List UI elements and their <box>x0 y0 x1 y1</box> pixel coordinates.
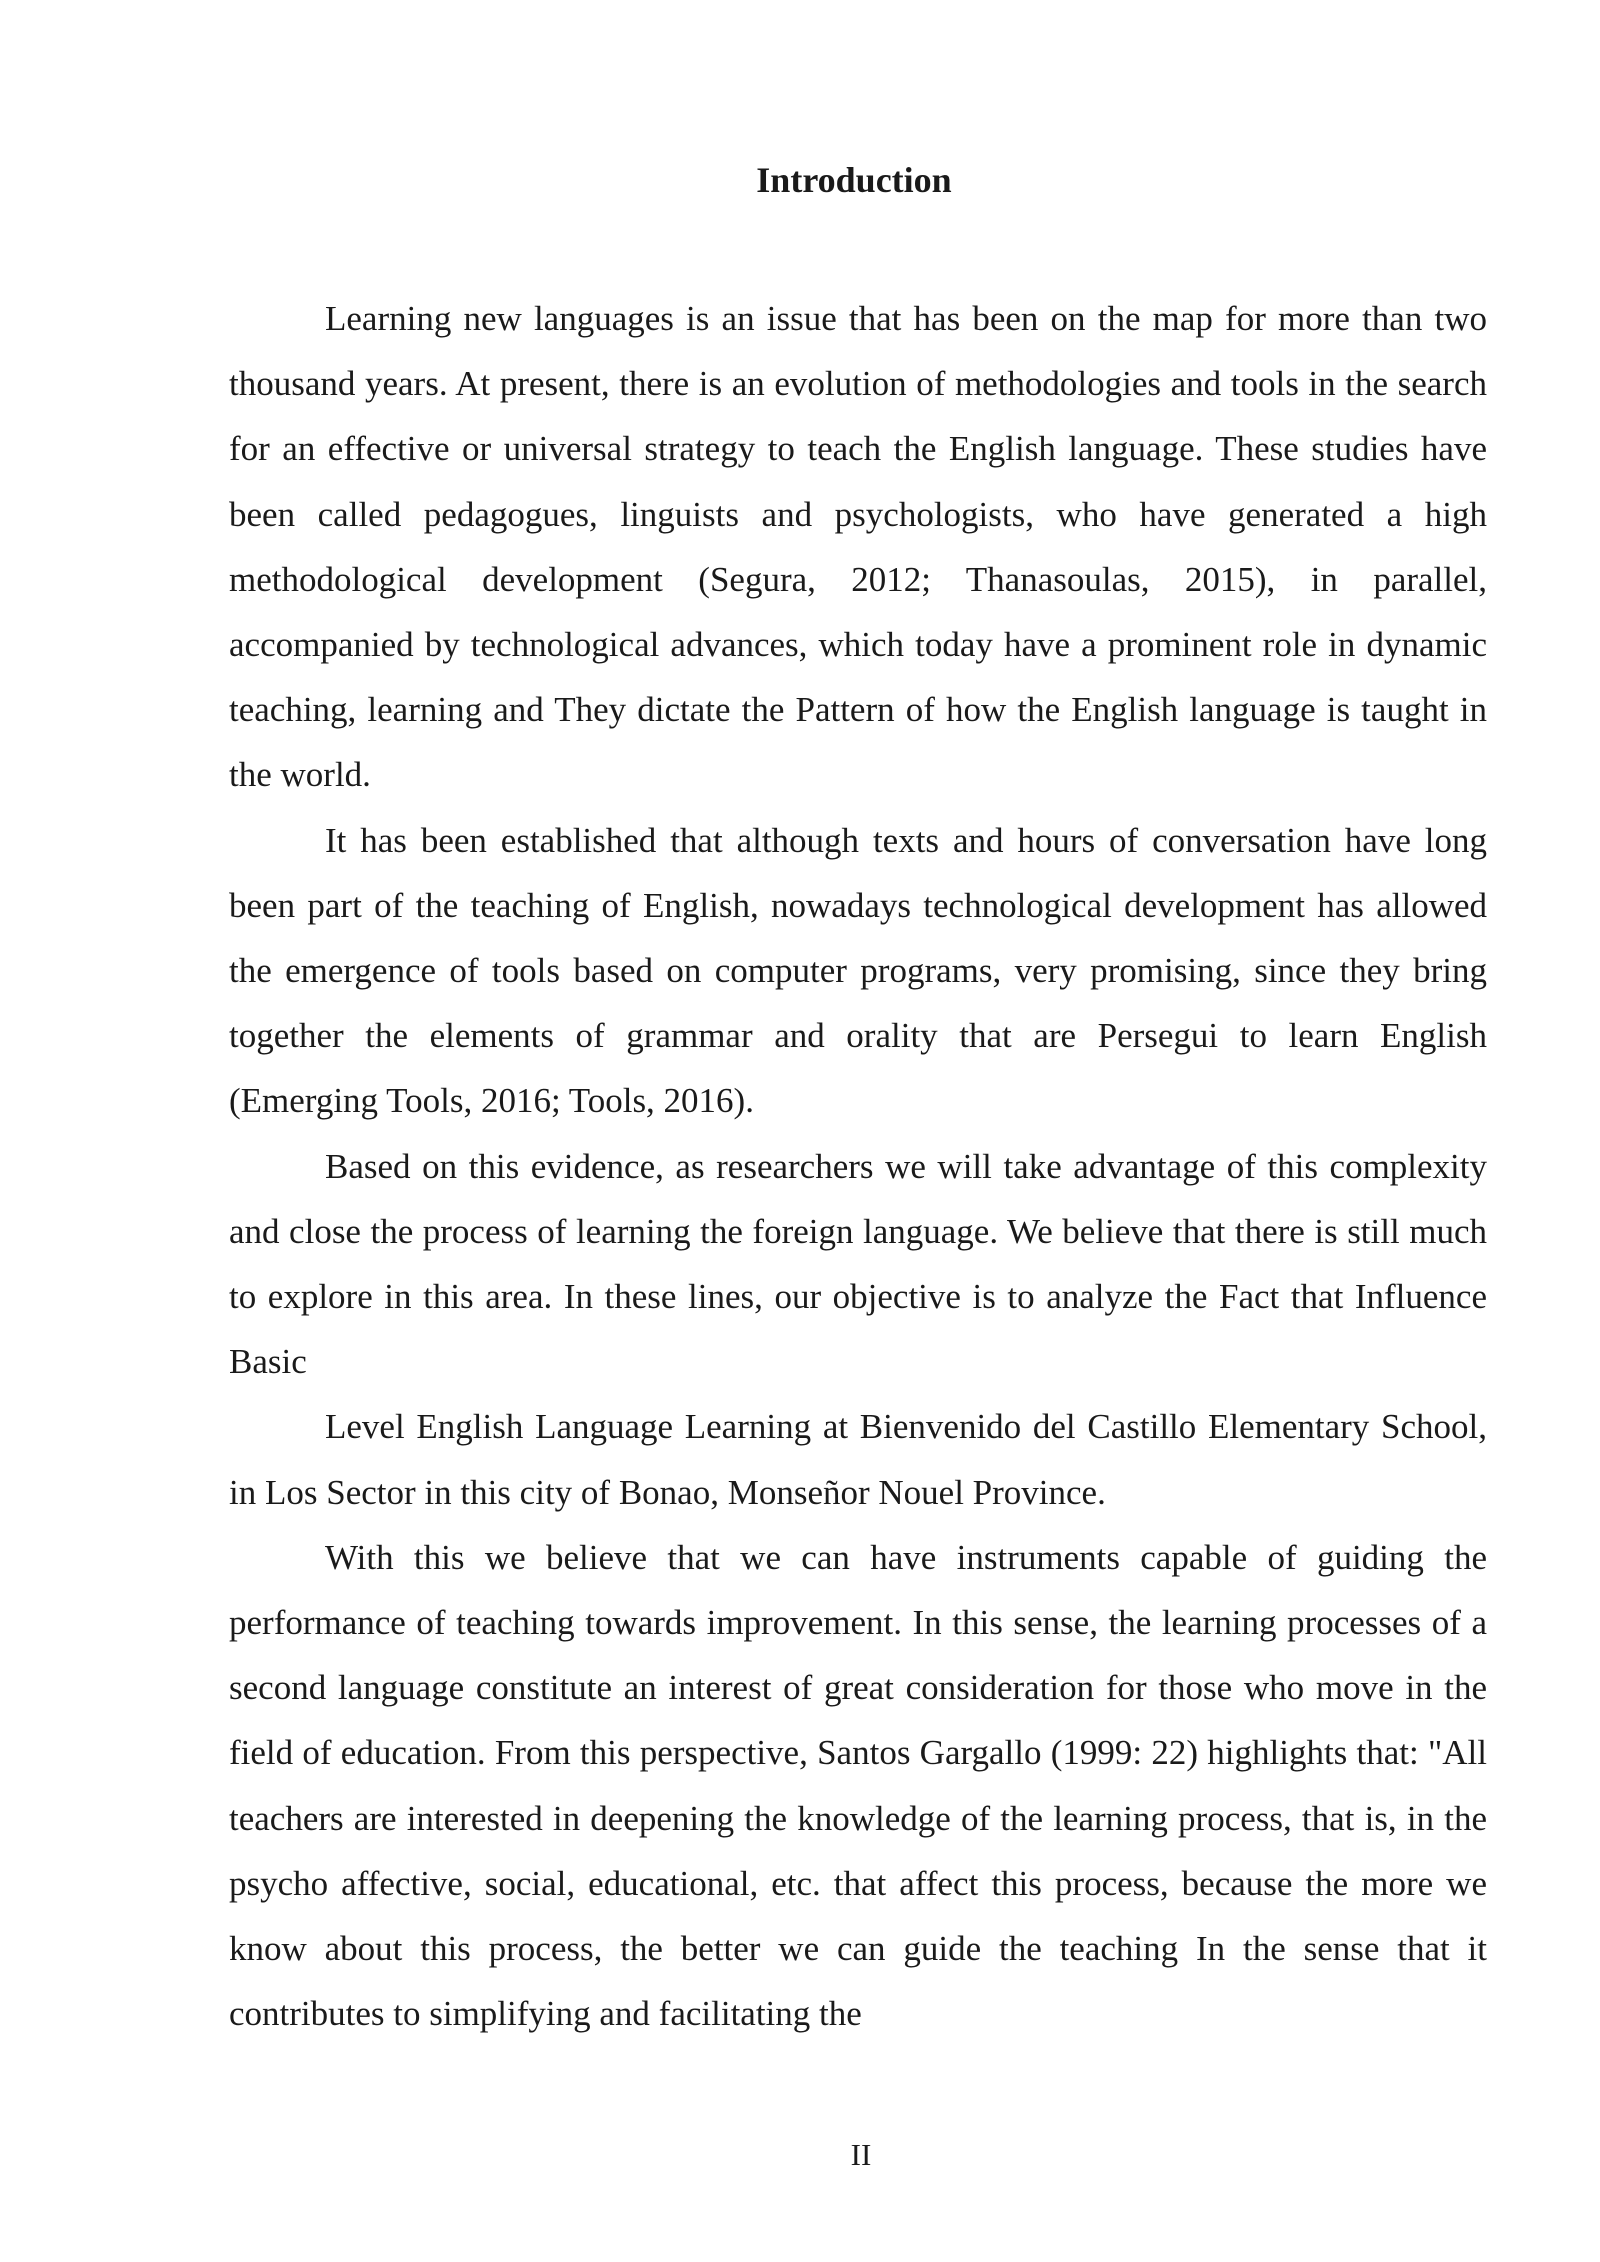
paragraph-3: Based on this evidence, as researchers we will take advantage of this complexity and close the process of learning the foreign language. We believe that there is still much to explore in this area. In these lines, our objective is to analyze the Fact that Influence Basic <box>229 1146 1487 1382</box>
section-title: Introduction <box>756 160 952 200</box>
paragraph-2: It has been established that although texts and hours of conversation have long been part of the teaching of English, nowadays technological development has allowed the emergence of tools based on computer programs, very promising, since they bring together the elements of grammar and orality that are Persegui to learn English (Emerging Tools, 2016; Tools, 2016). <box>229 820 1487 1121</box>
paragraph-4: Level English Language Learning at Bienvenido del Castillo Elementary School, in Los Sector in this city of Bonao, Monseñor Nouel Province. <box>229 1407 1487 1512</box>
body-text <box>229 286 1487 2046</box>
page-number: II <box>850 2137 872 2172</box>
paragraph-1: Learning new languages is an issue that has been on the map for more than two thousand years. At present, there is an evolution of methodologies and tools in the search for an effective or universal strategy to teach the English language. These studies have been called pedagogues, linguists and psychologists, who have generated a high methodological development (Segura, 2012; Thanasoulas, 2015), in parallel, accompanied by technological advances, which today have a prominent role in dynamic teaching, learning and They dictate the Pattern of how the English language is taught in the world. <box>229 299 1487 795</box>
paragraph-5: With this we believe that we can have instruments capable of guiding the performance of teaching towards improvement. In this sense, the learning processes of a second language constitute an interest of great consideration for those who move in the field of education. From this perspective, Santos Gargallo (1999: 22) highlights that: "All teachers are interested in deepening the knowledge of the learning process, that is, in the psycho affective, social, educational, etc. that affect this process, because the more we know about this process, the better we can guide the teaching In the sense that it contributes to simplifying and facilitating the <box>229 1537 1487 2034</box>
